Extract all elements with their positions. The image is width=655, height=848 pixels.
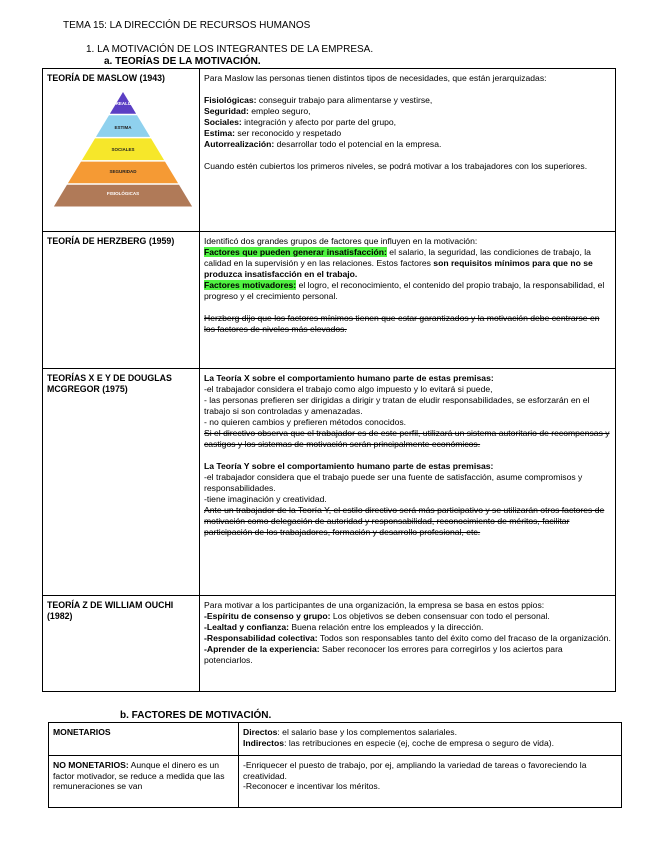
theory-body-maslow (200, 69, 616, 232)
factor-body-monetary (239, 723, 622, 756)
theory-cell-maslow (43, 69, 200, 232)
list-item: -Lealtad y confianza: Buena relación entre los empleados y la dirección. (204, 622, 484, 632)
herzberg-intro: Identificó dos grandes grupos de factores que influyen en la motivación: (204, 236, 478, 246)
theory-body-mcgregor (200, 369, 616, 596)
list-item: -el trabajador considera que el trabajo puede ser una fuente de satisfacción, asume compromisos y responsabilidades. (204, 472, 583, 493)
monetary-heading: MONETARIOS (53, 727, 111, 737)
maslow-closing: Cuando estén cubiertos los primeros niveles, se podrá motivar a los trabajadores con los superiores. (204, 161, 588, 171)
theory-title-mcgregor: TEORÍAS X E Y DE DOUGLAS MCGREGOR (1975) (47, 373, 172, 394)
page-title: TEMA 15: LA DIRECCIÓN DE RECURSOS HUMANOS (63, 20, 311, 31)
theory-x-conclusion: Si el directivo observa que el trabajador es de este perfil, utilizará un sistema autoritario de recompensas y castigos y los sistemas de motivación serán principalmente económicos. (204, 428, 610, 449)
pyramid-label-3: SOCIALES (111, 147, 135, 152)
list-item: - no quieren cambios y prefieren métodos conocidos. (204, 417, 407, 427)
table-row (49, 723, 622, 756)
factors-table (48, 722, 622, 808)
table-row (43, 369, 616, 596)
theories-table (42, 68, 616, 692)
list-item: -tiene imaginación y creatividad. (204, 494, 327, 504)
list-item: Sociales: integración y afecto por parte del grupo, (204, 117, 397, 127)
theory-title-ouchi: TEORÍA Z DE WILLIAM OUCHI (1982) (47, 600, 174, 621)
highlight-motivators: Factores motivadores: (204, 280, 297, 290)
list-item: -Espíritu de consenso y grupo: Los objetivos se deben consensuar con todo el personal. (204, 611, 550, 621)
theory-body-herzberg (200, 232, 616, 369)
theory-cell-ouchi (43, 596, 200, 692)
list-item: -el trabajador considera el trabajo como algo impuesto y lo evitará si puede, (204, 384, 493, 394)
list-item: -Enriquecer el puesto de trabajo, por ej, ampliando la variedad de tareas o favoreciendo la creatividad. (243, 760, 587, 781)
theory-title-herzberg: TEORÍA DE HERZBERG (1959) (47, 236, 175, 246)
list-item: Seguridad: empleo seguro, (204, 106, 311, 116)
factor-cell-monetary (49, 723, 239, 756)
herzberg-motivators: Factores motivadores: el logro, el reconocimiento, el contenido del propio trabajo, la responsabilidad, el progreso y el crecimiento personal. (204, 280, 605, 301)
herzberg-hygiene: Factores que pueden generar insatisfacción: el salario, la seguridad, las condiciones de trabajo, la calidad en la supervisión y en las relaciones. Estos factores son requisitos mínimos para que no se produzca insatisfacción en el trabajo. (204, 247, 593, 279)
highlight-hygiene: Factores que pueden generar insatisfacción: (204, 247, 387, 257)
factor-cell-nonmonetary (49, 756, 239, 808)
table-row (43, 232, 616, 369)
list-item: Indirectos: las retribuciones en especie (ej, coche de empresa o seguro de vida). (243, 737, 554, 748)
pyramid-label-1: AUTORREALIZACIÓN (99, 101, 147, 106)
list-item: -Reconocer e incentivar los méritos. (243, 781, 381, 792)
table-row (43, 596, 616, 692)
pyramid-label-5: FISIOLÓGICAS (106, 191, 140, 196)
theory-y-conclusion: Ante un trabajador de la Teoría Y, el estilo directivo será más participativo y se utilizarán otros factores de motivación como delegación de autoridad y responsabilidad, reconocimiento de méritos, facilitar participación de los trabajadores, formación y desarrollo profesional, etc. (204, 505, 605, 537)
theory-cell-herzberg (43, 232, 200, 369)
list-item: -Aprender de la experiencia: Saber reconocer los errores para corregirlos y los aciertos para potenciarlos. (204, 644, 563, 665)
theory-x-title: La Teoría X sobre el comportamiento humano parte de estas premisas: (204, 373, 494, 383)
list-item: -Responsabilidad colectiva: Todos son responsables tanto del éxito como del fracaso de la organización. (204, 633, 611, 643)
list-item: Fisiológicas: conseguir trabajo para alimentarse y vestirse, (204, 95, 433, 105)
pyramid-label-4: SEGURIDAD (109, 169, 137, 174)
section-heading: 1. LA MOTIVACIÓN DE LOS INTEGRANTES DE LA EMPRESA. (86, 44, 374, 55)
list-item: Directos: el salario base y los complementos salariales. (243, 727, 457, 737)
subsection-heading-theories: a. TEORÍAS DE LA MOTIVACIÓN. (104, 56, 261, 67)
maslow-pyramid (50, 88, 200, 212)
theory-cell-mcgregor (43, 369, 200, 596)
table-row (49, 756, 622, 808)
nonmonetary-heading: NO MONETARIOS: (53, 760, 129, 770)
list-item: - las personas prefieren ser dirigidas a dirigir y tratan de eludir responsabilidades, se esforzarán en el trabajo si son controladas y amenazadas. (204, 395, 590, 416)
pyramid-label-2: ESTIMA (114, 125, 132, 130)
maslow-intro: Para Maslow las personas tienen distintos tipos de necesidades, que están jerarquizadas: (204, 73, 547, 83)
table-row (43, 69, 616, 232)
subsection-heading-factors: b. FACTORES DE MOTIVACIÓN. (120, 710, 272, 721)
nonmonetary-description: Aunque el dinero es un factor motivador, se reduce a medida que las remuneraciones se van (53, 760, 225, 792)
theory-title-maslow: TEORÍA DE MASLOW (1943) (47, 73, 165, 83)
list-item: Autorrealización: desarrollar todo el potencial en la empresa. (204, 139, 442, 149)
herzberg-conclusion: Herzberg dijo que los factores mínimos tienen que estar garantizados y la motivación debe centrarse en los factores de niveles más elevados. (204, 313, 600, 334)
ouchi-intro: Para motivar a los participantes de una organización, la empresa se basa en estos ppios: (204, 600, 545, 610)
theory-y-title: La Teoría Y sobre el comportamiento humano parte de estas premisas: (204, 461, 494, 471)
list-item: Estima: ser reconocido y respetado (204, 128, 342, 138)
factor-body-nonmonetary (239, 756, 622, 808)
theory-body-ouchi (200, 596, 616, 692)
